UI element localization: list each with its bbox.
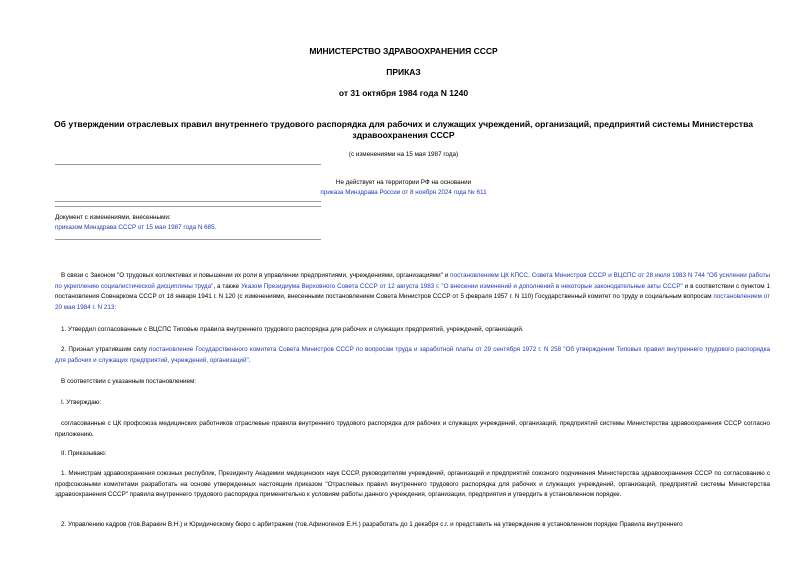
- divider: [55, 201, 321, 202]
- paragraph-text: II. Приказываю:: [61, 450, 107, 457]
- paragraph-agreed: [55, 419, 770, 440]
- paragraph-text: I. Утверждаю:: [61, 399, 102, 406]
- changes-doc-label: Документ с изменениями, внесенными:: [55, 214, 171, 221]
- paragraph-text: В соответствии с указанным постановлением:: [61, 378, 197, 385]
- divider: [55, 239, 321, 240]
- paragraph-text: 1. Министрам здравоохранения союзных республик, Президенту Академии медицинских наук СССР, руководителям учреждений, организаций и предприятий союзного подчинения Министерства здравоохранения СССР по согласованию с профсоюзными комитетами разработать на основе утвержденных настоящим приказом "Отраслевых правил внутреннего трудового распорядка для рабочих и служащих учреждений, организаций, предприятий системы Министерства здравоохранения СССР" правила внутреннего трудового распорядка применительно к условиям работы данного учреждения, организации, предприятия и утвердить в установленном порядке.: [55, 470, 770, 498]
- paragraph-text: 2. Признал утратившим силу: [61, 346, 150, 353]
- paragraph-II: [55, 449, 770, 460]
- paragraph-2: [55, 345, 770, 366]
- amendments-note: (с изменениями на 15 мая 1987 года): [348, 151, 459, 158]
- document-title: Об утверждении отраслевых правил внутреннего трудового распорядка для рабочих и служащих учреждений, организаций, предприятий системы Министерства здравоохранения СССР: [53, 119, 754, 140]
- order-date: от 31 октября 1984 года N 1240: [338, 88, 469, 98]
- paragraph-text: .: [248, 356, 251, 364]
- changes-doc-link[interactable]: приказом Минздрава СССР от 15 мая 1987 года N 685.: [55, 224, 217, 231]
- paragraph-text: :: [114, 303, 117, 311]
- paragraph-intro: [55, 271, 770, 313]
- paragraph-according: [55, 377, 770, 388]
- divider: [55, 206, 321, 207]
- paragraph-text: и в соответствии с пунктом 1 постановления Совнаркома СССР от 18 января 1941 г. N 120 (с изменениями, внесенными постановлением Совета Министров СССР от 5 февраля 1957 г. N 110) Государственный комитет по труду и социальным вопросам: [55, 282, 770, 300]
- divider: [55, 164, 321, 165]
- paragraph-text: согласованные с ЦК профсоюза медицинских работников отраслевые правила внутреннего трудового распорядка для рабочих и служащих учреждений, организаций, предприятий системы Министерства здравоохранения СССР согласно приложению.: [55, 420, 770, 438]
- paragraph-text: , а также: [213, 282, 242, 290]
- inline-document-link[interactable]: постановлением ЦК КПСС, Совета Министров СССР и ВЦСПС от 28 июля 1983 N 744 "Об усилении работы по укреплению социалистической дисциплины труда": [55, 272, 770, 290]
- ministry-heading: МИНИСТЕРСТВО ЗДРАВООХРАНЕНИЯ СССР: [309, 46, 498, 56]
- paragraph-text: 2. Управлению кадров (тов.Варакин В.Н.) и Юридическому бюро с арбитражем (тов.Афиногенов Е.Н.) разработать до 1 декабря с.г. и представить на утверждение в установленном порядке Правила внутреннего: [61, 521, 683, 528]
- order-heading: ПРИКАЗ: [386, 67, 421, 77]
- status-repeal-link[interactable]: приказа Минздрава России от 8 ноября 2024 года № 611: [320, 189, 487, 196]
- paragraph-I: [55, 398, 770, 409]
- paragraph-text: 1. Утвердил согласованные с ВЦСПС Типовые правила внутреннего трудового распорядка для рабочих и служащих предприятий, учреждений, организаций.: [61, 326, 524, 333]
- paragraph-1: [55, 325, 770, 336]
- inline-document-link[interactable]: постановлением от 20 мая 1984 г. N 213: [55, 293, 770, 311]
- paragraph-text: В связи с Законом "О трудовых коллективах и повышении их роли в управлении предприятиями, учреждениями, организациями" и: [61, 272, 451, 279]
- inline-document-link[interactable]: Указом Президиума Верховного Совета СССР от 12 августа 1983 г. "О внесении изменений и дополнений в некоторые законодательные акты СССР": [241, 282, 683, 290]
- paragraph-order-2: [55, 520, 770, 531]
- status-line: Не действует на территории РФ на основании: [335, 179, 472, 186]
- paragraph-order-1: [55, 469, 770, 501]
- inline-document-link[interactable]: постановление Государственного комитета Совета Министров СССР по вопросам труда и заработной платы от 29 сентября 1972 г. N 258 "Об утверждении Типовых правил внутреннего трудового распорядка для рабочих и служащих предприятий, учреждений, организаций": [55, 346, 770, 364]
